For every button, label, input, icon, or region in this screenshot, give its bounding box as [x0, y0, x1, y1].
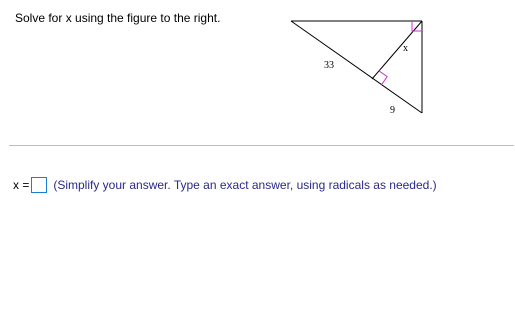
label-9: 9 [390, 105, 395, 116]
triangle-hypotenuse [291, 21, 422, 113]
question-text: Solve for x using the figure to the right. [15, 11, 221, 25]
section-divider [9, 145, 514, 146]
triangle-altitude [372, 21, 422, 79]
triangle-figure [0, 0, 515, 140]
answer-row [13, 175, 437, 195]
right-angle-marker-altitude [379, 71, 387, 85]
answer-label: x = [13, 178, 30, 192]
answer-input[interactable] [31, 177, 47, 193]
label-33: 33 [324, 60, 334, 71]
answer-instruction: (Simplify your answer. Type an exact answer, using radicals as needed.) [53, 178, 437, 192]
label-x: x [403, 43, 408, 54]
